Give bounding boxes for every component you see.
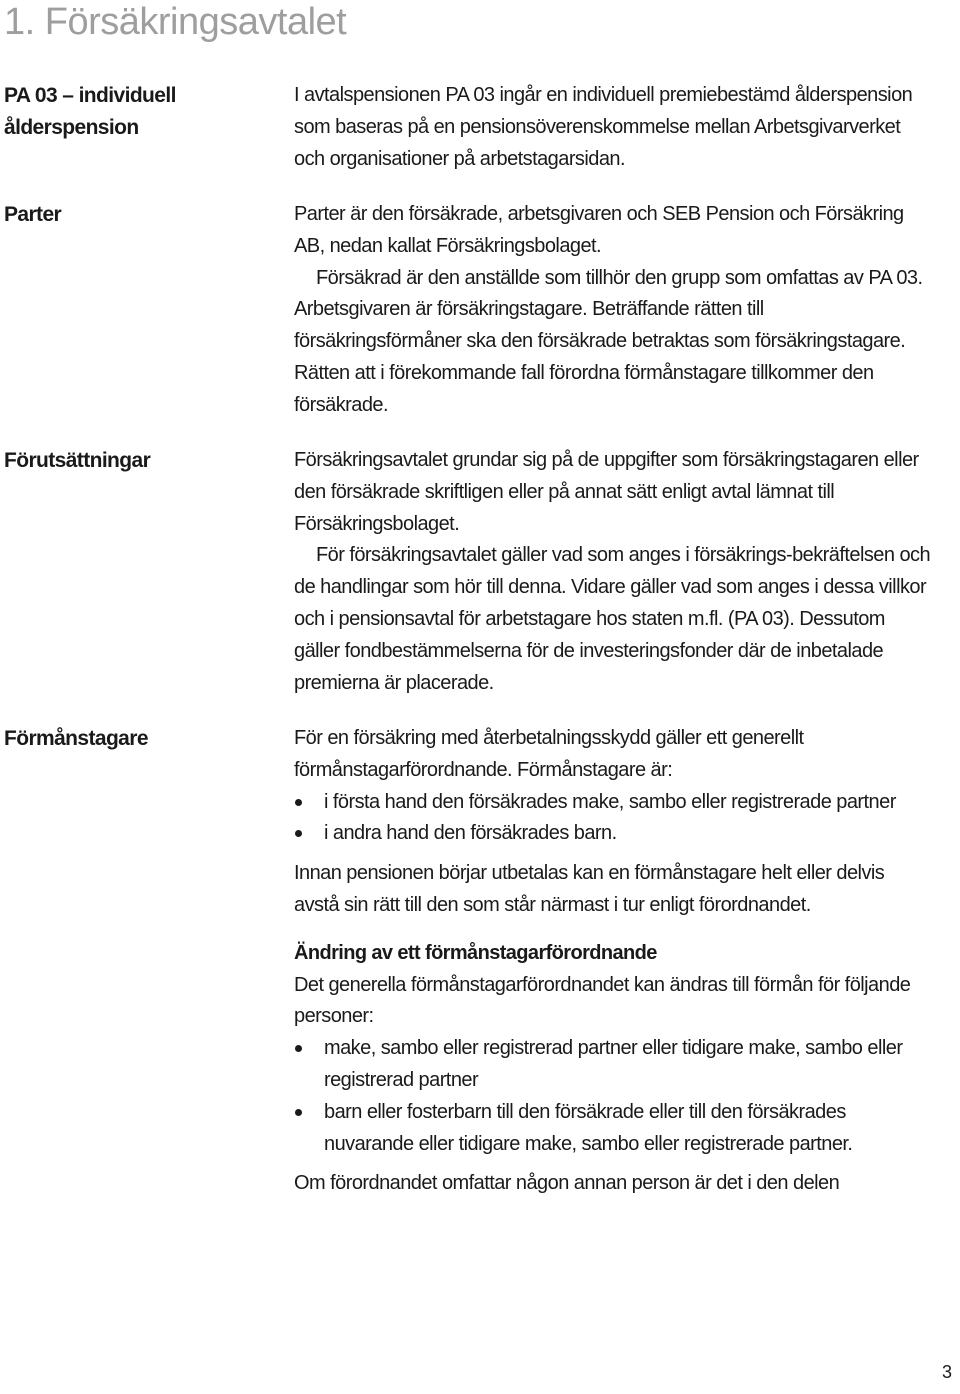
section-body-pa03 [294, 80, 934, 175]
paragraph: Försäkrad är den anställde som tillhör den grupp som omfattas av PA 03. Arbetsgivaren är försäkringstagare. Beträffande rätten till försäkringsförmåner ska den försäkrade betraktas som försäkringstagare. Rätten att i förekommande fall förordna förmånstagare tillkommer den försäkrade. [294, 266, 923, 416]
paragraph: För en försäkring med återbetalningsskydd gäller ett generellt förmånstagarförordnande. Förmånstagare är: [294, 727, 804, 781]
bullet-list [294, 787, 934, 851]
section-body-parter [294, 199, 934, 422]
list-item [294, 818, 934, 850]
list-item-text: i första hand den försäkrades make, sambo eller registrerade partner [324, 790, 896, 813]
bullet-icon [295, 1045, 302, 1052]
section-label-parter: Parter [4, 203, 62, 226]
bullet-icon [295, 1109, 302, 1116]
list-item-text: barn eller fosterbarn till den försäkrade eller till den försäkrades nuvarande eller tidigare make, sambo eller registrerade partner. [324, 1100, 853, 1155]
section-body-formanstagare [294, 723, 934, 1200]
paragraph: Innan pensionen börjar utbetalas kan en förmånstagare helt eller delvis avstå sin rätt till den som står närmast i tur enligt förordnandet. [294, 862, 885, 916]
page-title: 1. Försäkringsavtalet [4, 1, 347, 43]
bullet-list [294, 1033, 934, 1160]
list-item-text: i andra hand den försäkrades barn. [324, 822, 617, 845]
subheading: Ändring av ett förmånstagarförordnande [294, 941, 657, 964]
list-item [294, 787, 934, 819]
list-item [294, 1097, 934, 1161]
paragraph: I avtalspensionen PA 03 ingår en individuell premiebestämd ålderspension som baseras på en pensionsöverenskommelse mellan Arbetsgivarverket och organisationer på arbetstagarsidan. [294, 84, 913, 170]
section-label-pa03: PA 03 – individuell ålderspension [4, 84, 176, 139]
paragraph: Försäkringsavtalet grundar sig på de uppgifter som försäkringstagaren eller den försäkrade skriftligen eller på annat sätt enligt avtal lämnat till Försäkringsbolaget. [294, 449, 919, 535]
paragraph: För försäkringsavtalet gäller vad som anges i försäkrings-bekräftelsen och de handlingar som hör till denna. Vidare gäller vad som anges i dessa villkor och i pensionsavtal för arbetstagare hos staten m.fl. (PA 03). Dessutom gäller fondbestämmelserna för de investeringsfonder där de inbetalade premierna är placerade. [294, 544, 931, 694]
page-number: 3 [941, 1362, 952, 1382]
bullet-icon [295, 799, 302, 806]
list-item-text: make, sambo eller registrerad partner eller tidigare make, sambo eller registrerad partner [324, 1037, 903, 1091]
list-item [294, 1033, 934, 1097]
section-label-formanstagare: Förmånstagare [4, 727, 148, 750]
paragraph: Parter är den försäkrade, arbetsgivaren och SEB Pension och Försäkring AB, nedan kallat Försäkringsbolaget. [294, 203, 904, 257]
section-label-forutsattningar: Förutsättningar [4, 449, 151, 472]
bullet-icon [295, 830, 302, 837]
section-body-forutsattningar [294, 445, 934, 699]
paragraph: Det generella förmånstagarförordnandet kan ändras till förmån för följande personer: [294, 973, 911, 1028]
paragraph: Om förordnandet omfattar någon annan person är det i den delen [294, 1172, 840, 1195]
